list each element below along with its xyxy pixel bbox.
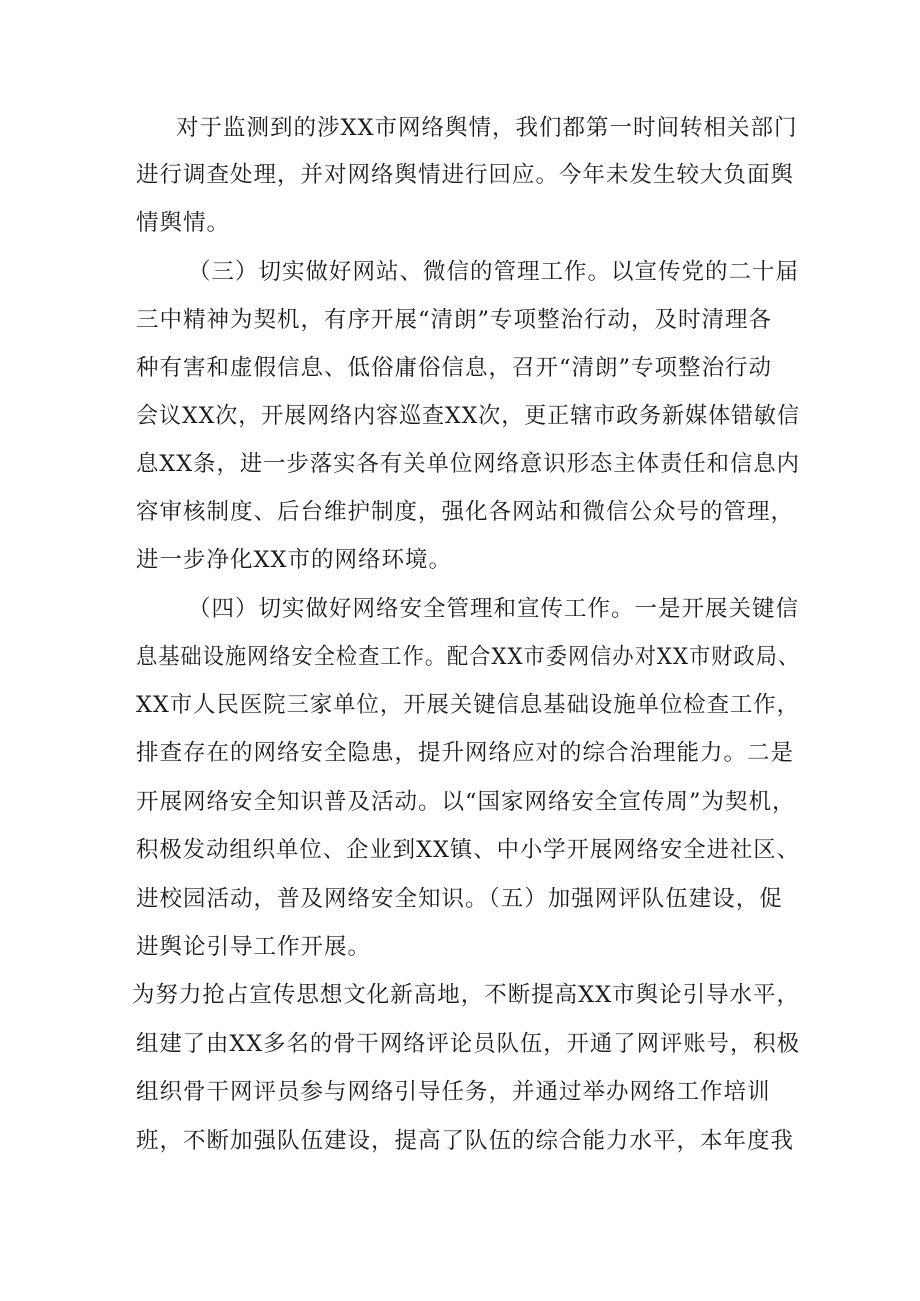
text-line: 对于监测到的涉XX市网络舆情，我们都第一时间转相关部门 [176,115,798,141]
text-line: 息基础设施网络安全检查工作。配合XX市委网信办对XX市财政局、 [136,644,800,670]
text-line: 开展网络安全知识普及活动。以“国家网络安全宣传周”为契机， [136,789,796,815]
text-line: 组织骨干网评员参与网络引导任务，并通过举办网络工作培训 [136,1079,771,1105]
text-line: 种有害和虚假信息、低俗庸俗信息，召开“清朗”专项整治行动 [136,355,773,381]
text-line: 息XX条，进一步落实各有关单位网络意识形态主体责任和信息内 [136,451,800,477]
text-line: （四）切实做好网络安全管理和宣传工作。一是开展关键信 [188,596,800,622]
text-line: 进舆论引导工作开展。 [136,934,372,960]
text-line: 容审核制度、后台维护制度，强化各网站和微信公众号的管理， [136,499,795,525]
text-line: 组建了由XX多名的骨干网络评论员队伍，开通了网评账号，积极 [136,1031,800,1057]
text-line: 情舆情。 [136,210,231,236]
text-line: 进校园活动，普及网络安全知识。（五）加强网评队伍建设，促 [136,886,783,912]
text-line: 班，不断加强队伍建设，提高了队伍的综合能力水平，本年度我 [136,1128,795,1154]
text-line: 进行调查处理，并对网络舆情进行回应。今年未发生较大负面舆 [136,162,795,188]
text-line: 为努力抢占宣传思想文化新高地，不断提高XX市舆论引导水平， [132,982,800,1008]
text-line: 进一步净化XX市的网络环境。 [136,547,453,573]
text-line: 会议XX次，开展网络内容巡查XX次，更正辖市政务新媒体错敏信 [136,403,800,429]
text-line: 排查存在的网络安全隐患，提升网络应对的综合治理能力。二是 [136,740,795,766]
text-line: （三）切实做好网站、微信的管理工作。以宣传党的二十届 [188,259,800,285]
text-line: XX市人民医院三家单位，开展关键信息基础设施单位检查工作， [136,692,800,718]
text-line: 积极发动组织单位、企业到XX镇、中小学开展网络安全进社区、 [136,837,800,863]
text-line: 三中精神为契机，有序开展“清朗”专项整治行动，及时清理各 [136,307,773,333]
